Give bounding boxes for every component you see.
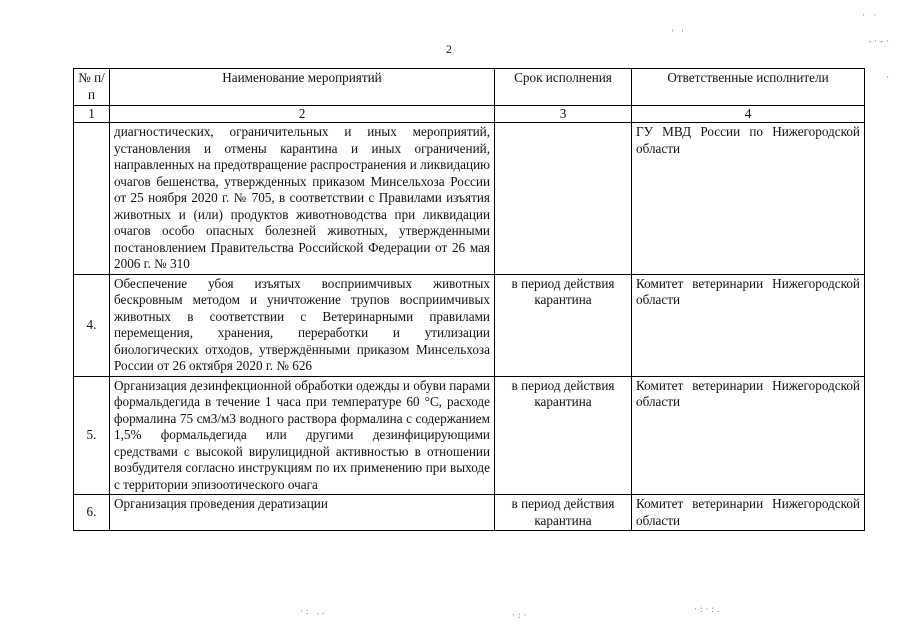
measure-responsible: Комитет ветеринарии Нижегородской области (632, 495, 865, 531)
row-number: 4. (74, 274, 110, 376)
measure-responsible: Комитет ветеринарии Нижегородской области (632, 274, 865, 376)
table-row (74, 123, 865, 275)
scan-speckle: ' ' (672, 28, 687, 38)
measure-responsible: ГУ МВД России по Нижегородской области (632, 123, 865, 275)
measure-responsible: Комитет ветеринарии Нижегородской области (632, 376, 865, 495)
column-number: 2 (110, 106, 495, 123)
column-number-row (74, 106, 865, 123)
measure-term (495, 123, 632, 275)
scan-speckle: ·:· (512, 610, 530, 620)
page-number: 2 (446, 42, 452, 56)
measure-name: Обеспечение убоя изъятых восприимчивых животных бескровным методом и уничтожение трупов восприимчивых животных в соответствии с Ветеринарными правилами перемещения, хранения, переработки и утилизации биологических отходов, утверждёнными приказом Минсельхоза России от 26 октября 2020 г. № 626 (110, 274, 495, 376)
scan-speckle: ·: .. (300, 606, 328, 616)
header-responsible: Ответственные исполнители (632, 69, 865, 106)
measures-table (73, 68, 865, 531)
header-row (74, 69, 865, 106)
measure-term: в период действия карантина (495, 274, 632, 376)
table-row (74, 376, 865, 495)
table-row (74, 495, 865, 531)
scan-speckle: -·-· (868, 36, 892, 46)
scan-speckle: · (886, 72, 892, 82)
measure-term: в период действия карантина (495, 376, 632, 495)
measure-name: Организация проведения дератизации (110, 495, 495, 531)
column-number: 3 (495, 106, 632, 123)
scan-speckle: ·:·:. (694, 604, 723, 614)
row-number (74, 123, 110, 275)
column-number: 1 (74, 106, 110, 123)
measure-name: Организация дезинфекционной обработки одежды и обуви парами формальдегида в течение 1 часа при температуре 60 °С, расходе формалина 75 см3/м3 водного раствора формалина с содержанием 1,5% формальдегида или другими дезинфицирующими средствами с высокой вирулицидной активностью в отношении возбудителя согласно инструкциям по их применению при выходе с территории эпизоотического очага (110, 376, 495, 495)
header-name: Наименование мероприятий (110, 69, 495, 106)
header-num: № п/п (74, 69, 110, 106)
row-number: 6. (74, 495, 110, 531)
header-term: Срок исполнения (495, 69, 632, 106)
column-number: 4 (632, 106, 865, 123)
row-number: 5. (74, 376, 110, 495)
scan-speckle: · · (862, 10, 880, 20)
measure-name: диагностических, ограничительных и иных мероприятий, установления и отмены карантина и иных ограничений, направленных на предотвращение распространения и ликвидацию очагов бешенства, утвержденных приказом Минсельхоза России от 25 ноября 2020 г. № 705, в соответствии с Правилами изъятия животных и (или) продуктов животноводства при ликвидации очагов особо опасных болезней животных, утвержденными постановлением Правительства Российской Федерации от 26 мая 2006 г. № 310 (110, 123, 495, 275)
measure-term: в период действия карантина (495, 495, 632, 531)
table-row (74, 274, 865, 376)
